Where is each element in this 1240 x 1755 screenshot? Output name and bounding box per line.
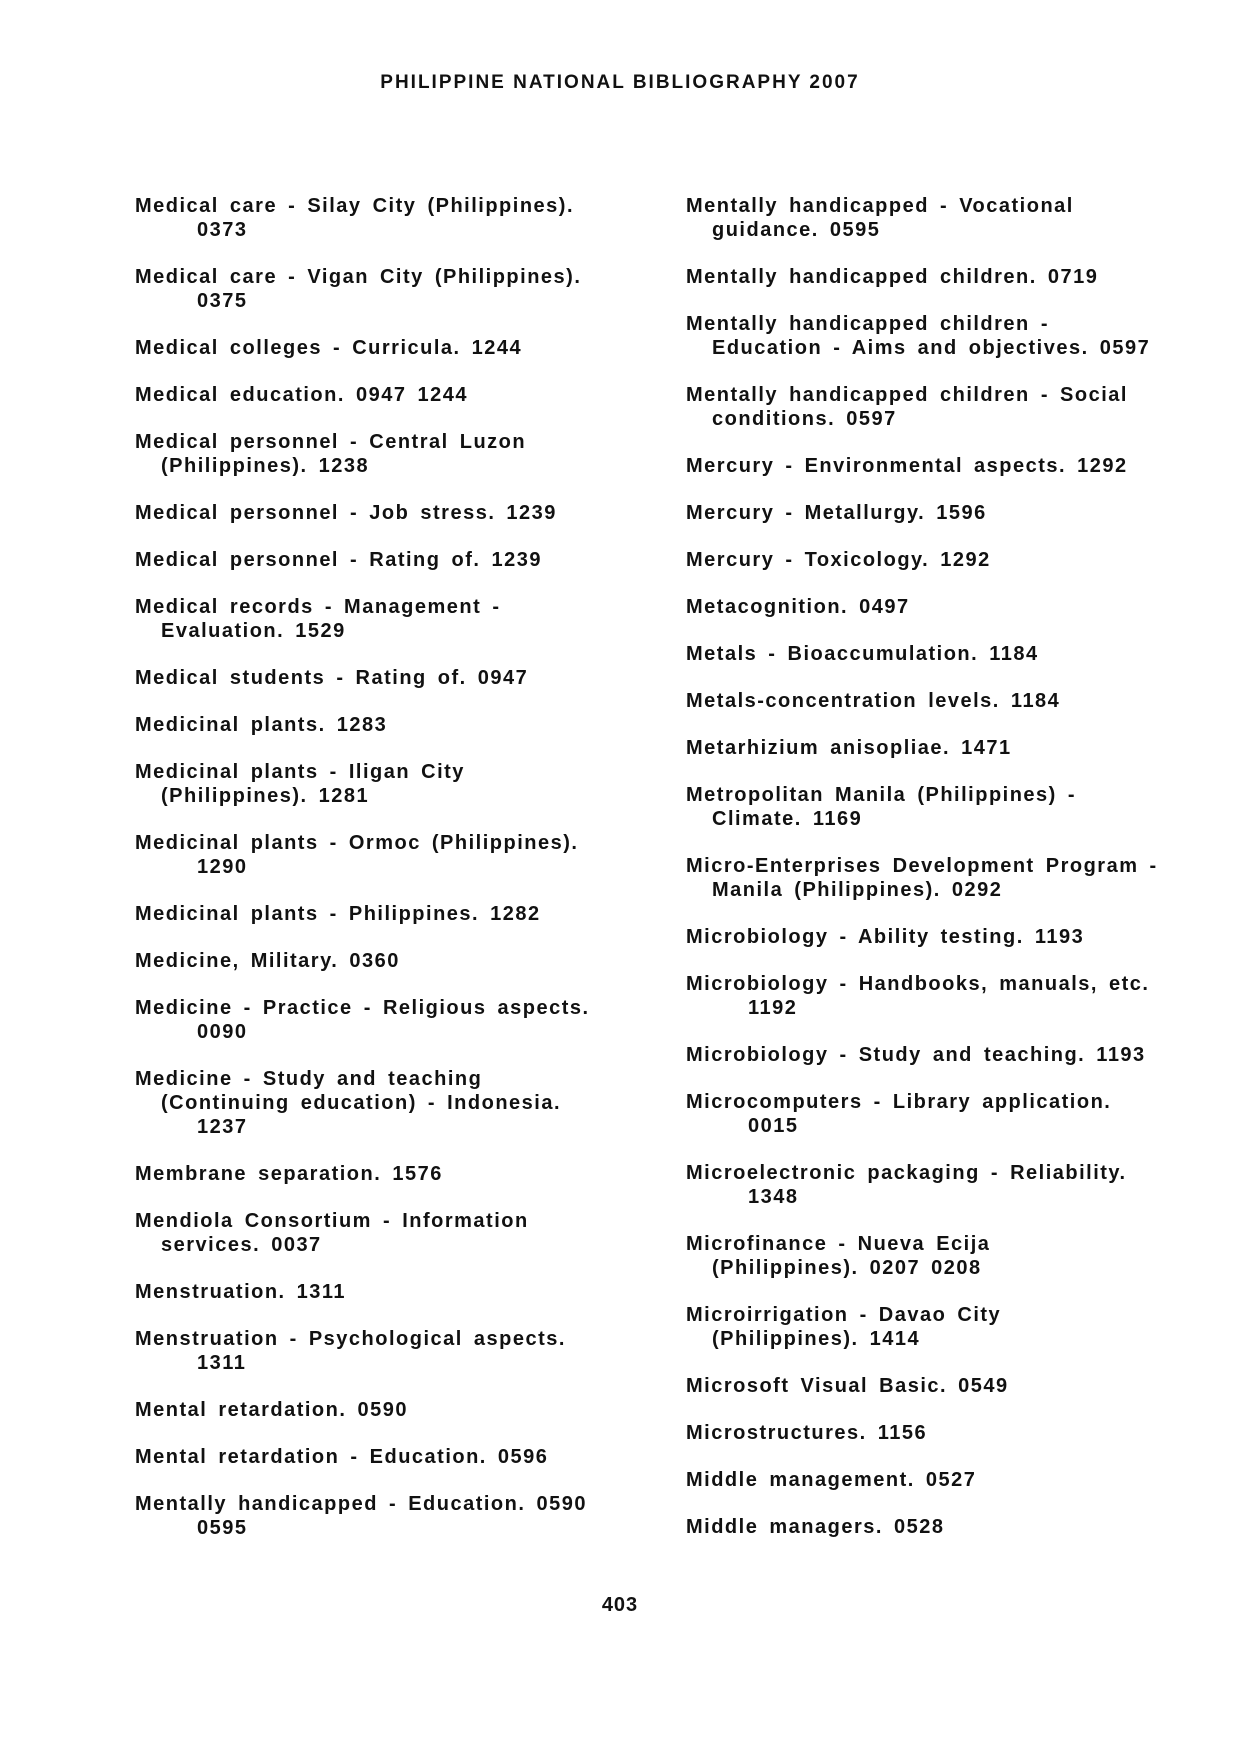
index-entry [135,1162,665,1186]
index-entry [686,501,1206,525]
entry-continuation: Manila (Philippines). 0292 [712,879,1003,901]
entry-continuation: (Philippines). 1281 [161,785,370,807]
index-entry [135,760,665,808]
index-entry [135,194,665,242]
index-entry [686,1303,1206,1351]
entry-heading: Medicine, Military. 0360 [135,950,400,972]
index-entry [686,265,1206,289]
index-entry [135,548,665,572]
index-entry [686,642,1206,666]
running-header: PHILIPPINE NATIONAL BIBLIOGRAPHY 2007 [380,72,860,93]
entry-heading: Microbiology - Ability testing. 1193 [686,926,1085,948]
left-column [135,194,665,1563]
index-entry [135,949,665,973]
entry-continuation: (Philippines). 0207 0208 [712,1257,982,1279]
entry-heading: Microbiology - Handbooks, manuals, etc. [686,973,1150,995]
entry-heading: Mental retardation - Education. 0596 [135,1446,549,1468]
entry-continuation: Climate. 1169 [712,808,863,830]
index-entry [686,783,1206,831]
index-entry [135,336,665,360]
entry-heading: Mentally handicapped children. 0719 [686,266,1099,288]
index-entry [135,1398,665,1422]
index-entry [135,666,665,690]
index-entry [686,972,1206,1020]
index-entry [135,713,665,737]
entry-heading: Medicine - Study and teaching [135,1068,483,1090]
index-entry [686,595,1206,619]
index-entry [686,854,1206,902]
entry-heading: Mentally handicapped children - Social [686,384,1128,406]
index-entry [686,194,1206,242]
entry-continuation: (Philippines). 1238 [161,455,370,477]
index-entry [135,265,665,313]
entry-heading: Metropolitan Manila (Philippines) - [686,784,1077,806]
entry-heading: Microcomputers - Library application. [686,1091,1112,1113]
index-entry [686,1090,1206,1138]
entry-continuation: 0373 [197,219,248,241]
entry-heading: Mentally handicapped children - [686,313,1049,335]
index-entry [135,1492,665,1540]
index-entry [135,430,665,478]
index-entry [686,548,1206,572]
entry-heading: Microfinance - Nueva Ecija [686,1233,991,1255]
entry-continuation: Evaluation. 1529 [161,620,346,642]
index-entry [135,1209,665,1257]
entry-continuation: 0090 [197,1021,248,1043]
index-entry [135,1067,665,1139]
entry-heading: Medical care - Silay City (Philippines). [135,195,574,217]
entry-continuation: 1192 [748,997,798,1019]
entry-heading: Medicinal plants - Ormoc (Philippines). [135,832,579,854]
entry-heading: Mercury - Toxicology. 1292 [686,549,991,571]
index-entry [686,1161,1206,1209]
entry-continuation: conditions. 0597 [712,408,897,430]
index-entry [686,312,1206,360]
page-number: 403 [601,1594,639,1616]
index-entry [135,1327,665,1375]
entry-heading: Medical education. 0947 1244 [135,384,469,406]
entry-heading: Medical students - Rating of. 0947 [135,667,529,689]
entry-heading: Metals-concentration levels. 1184 [686,690,1061,712]
entry-continuation: (Philippines). 1414 [712,1328,921,1350]
entry-heading: Medical personnel - Central Luzon [135,431,527,453]
index-entry [686,736,1206,760]
index-entry [135,501,665,525]
entry-heading: Mercury - Metallurgy. 1596 [686,502,987,524]
entry-heading: Medical colleges - Curricula. 1244 [135,337,523,359]
entry-heading: Medical records - Management - [135,596,501,618]
entry-heading: Metacognition. 0497 [686,596,910,618]
index-entry [686,1374,1206,1398]
entry-heading: Micro-Enterprises Development Program - [686,855,1158,877]
entry-heading: Menstruation. 1311 [135,1281,347,1303]
entry-continuation: guidance. 0595 [712,219,881,241]
entry-heading: Mentally handicapped - Vocational [686,195,1074,217]
entry-heading: Medical personnel - Rating of. 1239 [135,549,543,571]
entry-heading: Medical personnel - Job stress. 1239 [135,502,557,524]
entry-heading: Mercury - Environmental aspects. 1292 [686,455,1128,477]
entry-heading: Medical care - Vigan City (Philippines). [135,266,582,288]
index-entry [135,595,665,643]
entry-heading: Medicinal plants - Philippines. 1282 [135,903,541,925]
entry-continuation: 1348 [748,1186,799,1208]
entry-continuation: 0375 [197,290,248,312]
index-entry [686,1421,1206,1445]
index-entry [135,996,665,1044]
index-entry [686,454,1206,478]
entry-heading: Metals - Bioaccumulation. 1184 [686,643,1039,665]
entry-heading: Membrane separation. 1576 [135,1163,443,1185]
entry-heading: Microstructures. 1156 [686,1422,928,1444]
index-entry [686,1468,1206,1492]
entry-continuation: (Continuing education) - Indonesia. [161,1092,562,1114]
entry-heading: Microelectronic packaging - Reliability. [686,1162,1127,1184]
entry-heading: Menstruation - Psychological aspects. [135,1328,566,1350]
index-entry [135,902,665,926]
index-entry [686,383,1206,431]
entry-heading: Mental retardation. 0590 [135,1399,408,1421]
entry-continuation: 1311 [197,1352,247,1374]
entry-continuation: 1290 [197,856,248,878]
entry-continuation: 1237 [197,1116,248,1138]
entry-heading: Metarhizium anisopliae. 1471 [686,737,1012,759]
entry-continuation: Education - Aims and objectives. 0597 [712,337,1151,359]
entry-continuation: services. 0037 [161,1234,322,1256]
entry-heading: Mendiola Consortium - Information [135,1210,529,1232]
index-entry [686,1043,1206,1067]
entry-heading: Middle management. 0527 [686,1469,977,1491]
index-entry [686,1515,1206,1539]
index-entry [135,1280,665,1304]
index-entry [686,925,1206,949]
index-entry [135,383,665,407]
entry-heading: Middle managers. 0528 [686,1516,945,1538]
index-entry [135,1445,665,1469]
entry-heading: Medicinal plants. 1283 [135,714,388,736]
index-entry [135,831,665,879]
entry-heading: Medicinal plants - Iligan City [135,761,465,783]
index-entry [686,1232,1206,1280]
entry-heading: Microsoft Visual Basic. 0549 [686,1375,1009,1397]
index-entry [686,689,1206,713]
right-column [686,194,1206,1562]
entry-heading: Mentally handicapped - Education. 0590 [135,1493,587,1515]
entry-continuation: 0595 [197,1517,248,1539]
entry-heading: Medicine - Practice - Religious aspects. [135,997,590,1019]
entry-heading: Microirrigation - Davao City [686,1304,1002,1326]
entry-heading: Microbiology - Study and teaching. 1193 [686,1044,1146,1066]
entry-continuation: 0015 [748,1115,799,1137]
